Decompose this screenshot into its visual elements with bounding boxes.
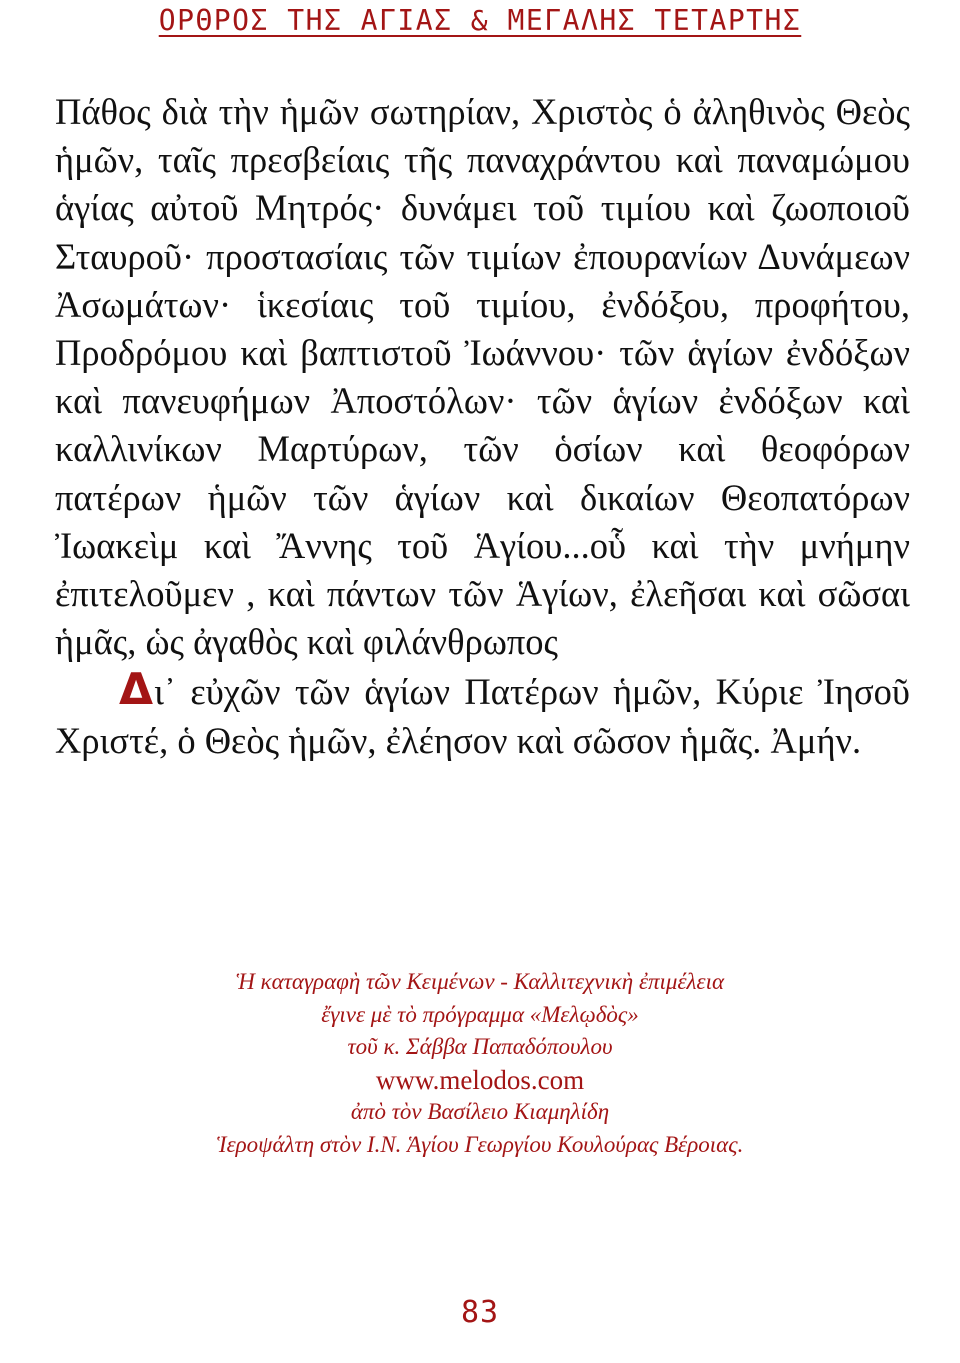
credits-website-link[interactable]: www.melodos.com [375,1064,585,1095]
closing-prayer-text: ι᾽ εὐχῶν τῶν ἁγίων Πατέρων ἡμῶν, Κύριε Ἰησοῦ Χριστέ, ὁ Θεὸς ἡμῶν, ἐλέησον καὶ σῶσον ἡμᾶς. Ἀμήν. [55,671,910,761]
liturgical-text [55,88,910,765]
dismissal-paragraph: Πάθος διὰ τὴν ἡμῶν σωτηρίαν, Χριστὸς ὁ ἀληθινὸς Θεὸς ἡμῶν, ταῖς πρεσβείαις τῆς παναχράντου καὶ παναμώμου ἁγίας αὐτοῦ Μητρός· δυνάμει τοῦ τιμίου καὶ ζωοποιοῦ Σταυροῦ· προστασίαις τῶν τιμίων ἐπουρανίων Δυνάμεων Ἀσωμάτων· ἱκεσίαις τοῦ τιμίου, ἐνδόξου, προφήτου, Προδρόμου καὶ βαπτιστοῦ Ἰωάννου· τῶν ἁγίων ἐνδόξων καὶ πανευφήμων Ἀποστόλων· τῶν ἁγίων ἐνδόξων καὶ καλλινίκων Μαρτύρων, τῶν ὁσίων καὶ θεοφόρων πατέρων ἡμῶν τῶν ἁγίων καὶ δικαίων Θεοπατόρων Ἰωακεὶμ καὶ Ἄννης τοῦ Ἁγίου...οὗ καὶ τὴν μνήμην ἐπιτελοῦμεν , καὶ πάντων τῶν Ἁγίων, ἐλεῆσαι καὶ σῶσαι ἡμᾶς, ὡς ἀγαθὸς καὶ φιλάνθρωπος [55,91,910,663]
credits-block [0,966,960,1161]
credits-line-transcription: Ἡ καταγραφὴ τῶν Κειμένων - Καλλιτεχνικὴ ἐπιμέλεια [235,969,725,994]
page-number: 83 [460,1295,500,1330]
credits-line-editor: ἀπὸ τὸν Βασίλειο Κιαμηλίδη [350,1099,610,1124]
credits-line-chanter: Ἱεροψάλτη στὸν Ι.Ν. Ἁγίου Γεωργίου Κουλούρας Βέροιας. [216,1131,744,1157]
page-header-title: ΟΡΘΡΟΣ ΤΗΣ ΑΓΙΑΣ & ΜΕΓΑΛΗΣ ΤΕΤΑΡΤΗΣ [158,4,802,37]
closing-prayer-paragraph [55,666,910,764]
decorated-initial-letter: Δ [119,664,155,716]
credits-line-author: τοῦ κ. Σάββα Παπαδόπουλου [347,1034,613,1059]
credits-line-program: ἔγινε μὲ τὸ πρόγραμμα «Μελῳδὸς» [321,1001,639,1027]
